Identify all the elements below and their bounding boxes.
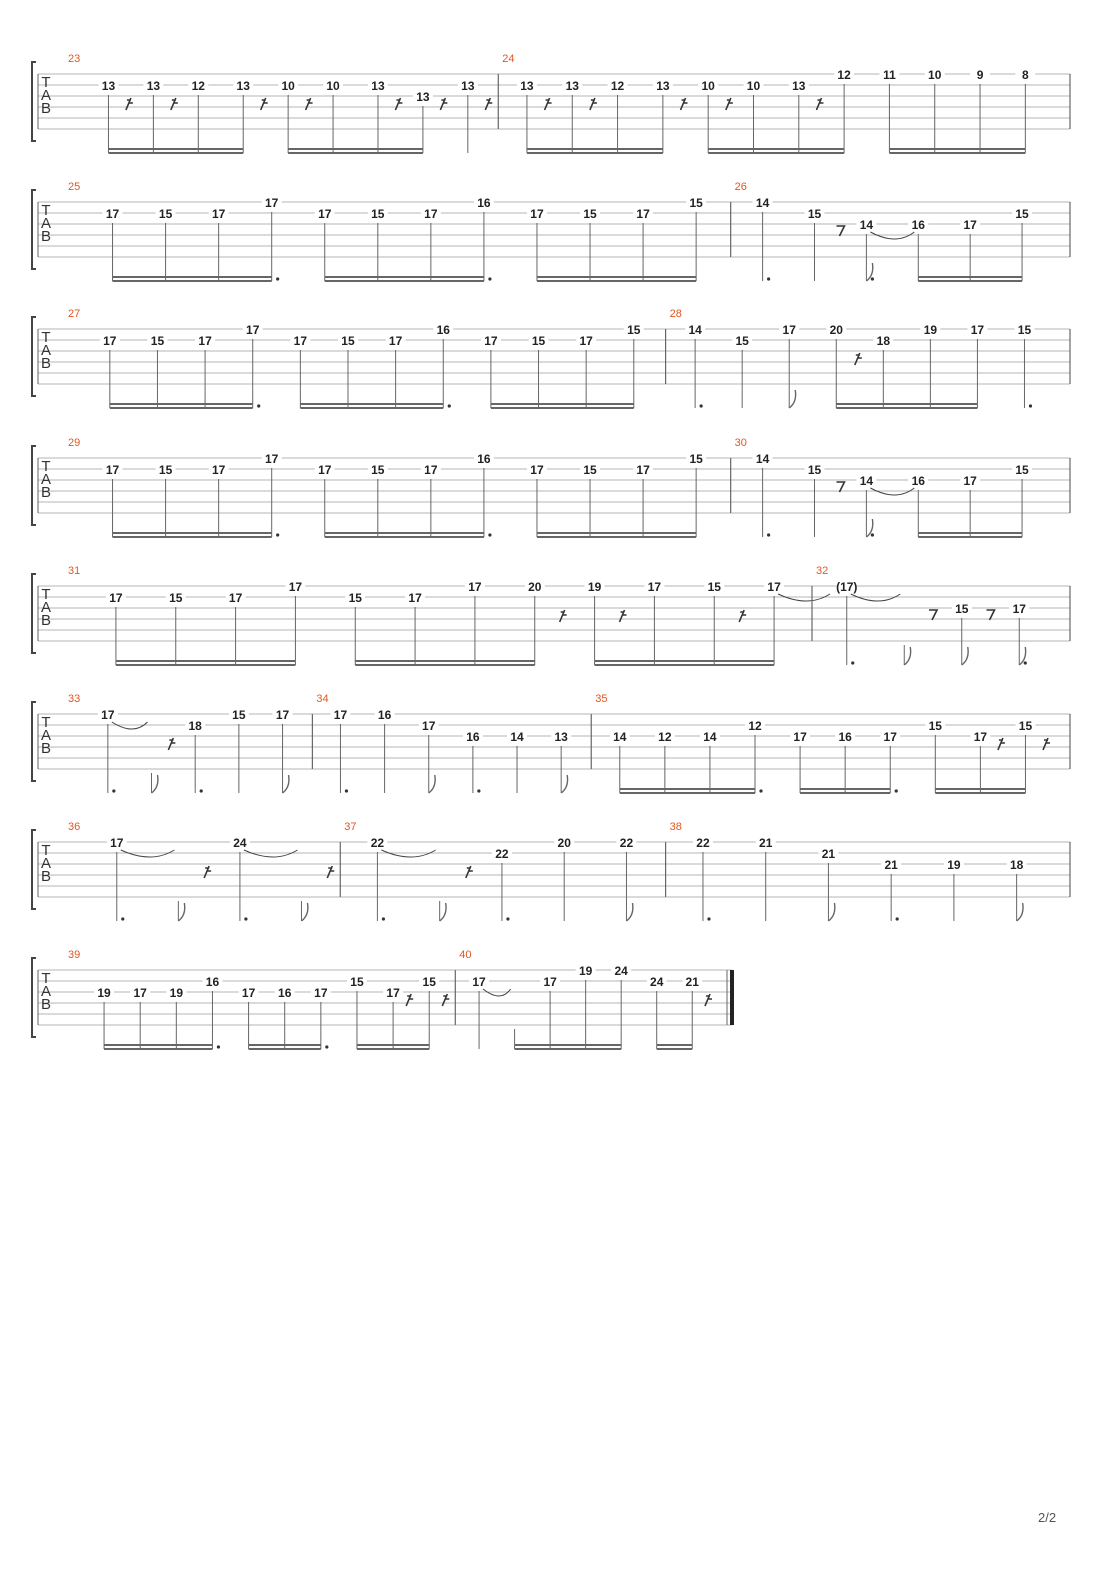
rhythm-dot [1029, 404, 1032, 407]
fret-number: 14 [703, 730, 717, 744]
tab-clef-letter: A [40, 87, 52, 104]
note-flag [283, 775, 289, 793]
fret-number: 17 [636, 207, 650, 221]
measure-number: 30 [734, 437, 747, 449]
fret-number: 17 [970, 323, 985, 337]
tab-clef-letter: A [40, 983, 52, 1000]
note-flag [789, 390, 795, 408]
fret-number: 16 [477, 196, 491, 210]
rhythm-dot [767, 277, 770, 280]
measure-number: 38 [669, 821, 682, 833]
note-flag [626, 903, 632, 921]
fret-number: 17 [484, 334, 498, 348]
rhythm-dot [448, 404, 451, 407]
fret-number: 15 [583, 207, 597, 221]
note-flag [828, 903, 834, 921]
fret-number: 12 [191, 79, 205, 93]
fret-number: 17 [211, 463, 226, 477]
fret-number: 15 [955, 602, 969, 616]
fret-number: 15 [807, 207, 822, 221]
system-bracket [32, 317, 36, 396]
measure-number: 28 [669, 308, 682, 320]
fret-number: 10 [701, 79, 715, 93]
fret-number: 17 [314, 986, 328, 1000]
system-bracket [32, 830, 36, 909]
fret-number: 17 [198, 334, 212, 348]
tab-clef-letter: A [40, 727, 52, 744]
sixteenth-rest [168, 738, 175, 750]
fret-number: 17 [963, 474, 977, 488]
fret-number: 15 [807, 463, 822, 477]
rhythm-dot [217, 1045, 220, 1048]
sixteenth-rest [126, 98, 133, 110]
fret-number: 16 [911, 474, 925, 488]
fret-number: 17 [647, 580, 662, 594]
fret-number: 16 [278, 986, 292, 1000]
fret-number: 17 [265, 452, 279, 466]
fret-number: 20 [829, 323, 843, 337]
fret-number: 15 [350, 975, 364, 989]
measure-number: 26 [734, 181, 747, 193]
system-bracket [32, 574, 36, 653]
tab-clef-letter: A [40, 855, 52, 872]
fret-number: 19 [578, 964, 593, 978]
fret-number: 24 [650, 975, 664, 989]
page-number: 2/2 [1038, 1510, 1057, 1525]
fret-number: 17 [241, 986, 256, 1000]
fret-number: 15 [1015, 207, 1029, 221]
fret-number: 13 [146, 79, 161, 93]
sixteenth-rest [620, 610, 627, 622]
fret-number: 17 [1012, 602, 1026, 616]
measure-number: 24 [502, 53, 515, 65]
fret-number: 13 [792, 79, 806, 93]
sixteenth-rest [306, 98, 313, 110]
rhythm-dot [276, 533, 279, 536]
fret-number: 20 [528, 580, 542, 594]
fret-number: 15 [348, 591, 362, 605]
sixteenth-rest [261, 98, 268, 110]
fret-number: 22 [370, 836, 385, 850]
fret-number: 17 [636, 463, 650, 477]
tab-clef-letter: B [40, 100, 52, 117]
staff-system [32, 437, 1070, 537]
fret-number: 15 [689, 196, 703, 210]
rhythm-dot [276, 277, 279, 280]
fret-number: 17 [109, 591, 123, 605]
note-flag [1017, 903, 1023, 921]
fret-number: 10 [928, 68, 942, 82]
fret-number: 15 [150, 334, 165, 348]
measure-number: 34 [316, 693, 329, 705]
rhythm-dot [382, 917, 385, 920]
fret-number: 14 [859, 474, 874, 488]
fret-number: 22 [495, 847, 509, 861]
fret-number: 17 [101, 708, 115, 722]
fret-number: 13 [656, 79, 670, 93]
fret-number: 17 [579, 334, 593, 348]
rhythm-dot [759, 789, 762, 792]
rhythm-dot [871, 277, 874, 280]
rhythm-dot [767, 533, 770, 536]
fret-number: 17 [318, 207, 332, 221]
measure-number: 40 [459, 949, 472, 961]
rhythm-dot [244, 917, 247, 920]
rhythm-dot [896, 917, 899, 920]
tab-clef-letter: A [40, 599, 52, 616]
sixteenth-rest [171, 98, 178, 110]
fret-number: 15 [158, 207, 173, 221]
rhythm-dot [488, 277, 491, 280]
measure-number: 37 [344, 821, 357, 833]
system-bracket [32, 446, 36, 525]
fret-number: 15 [1018, 719, 1033, 733]
fret-number: 10 [326, 79, 340, 93]
rhythm-dot [477, 789, 480, 792]
fret-number: 13 [101, 79, 116, 93]
sixteenth-rest [855, 353, 862, 365]
fret-number: 15 [531, 334, 546, 348]
sixteenth-rest [726, 98, 733, 110]
measure-number: 33 [68, 693, 81, 705]
sixteenth-rest [395, 98, 402, 110]
fret-number: 19 [169, 986, 184, 1000]
fret-number: 17 [543, 975, 557, 989]
tab-clef-letter: T [41, 970, 51, 987]
fret-number: 17 [530, 463, 544, 477]
measure-number: 27 [68, 308, 81, 320]
measure-number: 32 [816, 565, 829, 577]
fret-number: 21 [685, 975, 699, 989]
fret-number: 13 [554, 730, 568, 744]
sixteenth-rest [739, 610, 746, 622]
fret-number: 18 [876, 334, 891, 348]
fret-number: 21 [821, 847, 836, 861]
tab-clef-letter: T [41, 842, 51, 859]
rhythm-dot [121, 917, 124, 920]
rhythm-dot [488, 533, 491, 536]
sixteenth-rest [466, 866, 473, 878]
measure-number: 29 [68, 437, 81, 449]
rhythm-dot [871, 533, 874, 536]
staff-system [32, 181, 1070, 281]
sixteenth-rest [590, 98, 597, 110]
staff-system [32, 565, 1070, 665]
sixteenth-rest [442, 994, 449, 1006]
rhythm-dot [1024, 661, 1027, 664]
fret-number: 17 [408, 591, 422, 605]
fret-number: 21 [759, 836, 773, 850]
fret-number: 17 [318, 463, 332, 477]
fret-number: 17 [793, 730, 807, 744]
fret-number: 17 [275, 708, 290, 722]
fret-number: 14 [613, 730, 627, 744]
fret-number: 17 [767, 580, 781, 594]
note-flag [561, 775, 567, 793]
tab-clef-letter: T [41, 329, 51, 346]
fret-number: 13 [520, 79, 534, 93]
fret-number: 16 [477, 452, 491, 466]
fret-number: 10 [746, 79, 761, 93]
tab-clef-letter: B [40, 228, 52, 245]
fret-number: 17 [105, 207, 120, 221]
staff-system [32, 821, 1070, 921]
fret-number: 17 [973, 730, 988, 744]
fret-number: 17 [883, 730, 897, 744]
fret-number: 17 [103, 334, 117, 348]
fret-number: 14 [755, 196, 770, 210]
fret-number: 18 [1009, 858, 1024, 872]
fret-number: 10 [281, 79, 295, 93]
sixteenth-rest [204, 866, 211, 878]
rhythm-dot [895, 789, 898, 792]
fret-number: 15 [158, 463, 173, 477]
fret-number: 15 [583, 463, 597, 477]
fret-number: 16 [205, 975, 220, 989]
fret-number: 15 [371, 207, 385, 221]
measure-number: 25 [68, 181, 81, 193]
measure-number: 36 [68, 821, 81, 833]
tab-clef-letter: B [40, 484, 52, 501]
rhythm-dot [506, 917, 509, 920]
fret-number: 16 [436, 323, 450, 337]
fret-number: 16 [466, 730, 480, 744]
fret-number: 15 [689, 452, 703, 466]
note-flag [962, 647, 968, 665]
fret-number: 17 [265, 196, 279, 210]
fret-number: 19 [923, 323, 938, 337]
fret-number: 17 [288, 580, 303, 594]
fret-number: 17 [228, 591, 243, 605]
fret-number: 15 [707, 580, 721, 594]
fret-number: 17 [782, 323, 796, 337]
tab-clef-letter: B [40, 996, 52, 1013]
fret-number: 8 [1022, 68, 1029, 82]
fret-number: 17 [424, 207, 438, 221]
fret-number: 15 [169, 591, 183, 605]
fret-number: 16 [911, 218, 925, 232]
fret-number: 11 [883, 68, 896, 82]
tab-clef-letter: B [40, 740, 52, 757]
fret-number: 17 [133, 986, 147, 1000]
fret-number: 15 [627, 323, 641, 337]
fret-number: 9 [976, 68, 984, 82]
tab-clef-letter: T [41, 714, 51, 731]
rhythm-dot [325, 1045, 328, 1048]
fret-number: 16 [377, 708, 392, 722]
sixteenth-rest [545, 98, 552, 110]
fret-number: 19 [97, 986, 111, 1000]
tab-clef-letter: A [40, 471, 52, 488]
rhythm-dot [345, 789, 348, 792]
fret-number: 22 [696, 836, 710, 850]
rhythm-dot [707, 917, 710, 920]
fret-number: 14 [688, 323, 702, 337]
fret-number: 17 [211, 207, 226, 221]
fret-number: 18 [188, 719, 202, 733]
rhythm-dot [112, 789, 115, 792]
measure-number: 31 [68, 565, 81, 577]
fret-number: 13 [371, 79, 385, 93]
fret-number: 13 [565, 79, 579, 93]
fret-number: 17 [110, 836, 124, 850]
fret-number: 17 [246, 323, 260, 337]
fret-number: 15 [928, 719, 942, 733]
system-bracket [32, 958, 36, 1037]
fret-number: 15 [341, 334, 355, 348]
fret-number: 17 [963, 218, 977, 232]
fret-number: 17 [386, 986, 400, 1000]
fret-number: 19 [587, 580, 602, 594]
staff-system [32, 308, 1070, 408]
measure-number: 39 [68, 949, 81, 961]
fret-number: 17 [424, 463, 438, 477]
fret-number: 21 [884, 858, 898, 872]
system-bracket [32, 702, 36, 781]
fret-number: 12 [610, 79, 625, 93]
fret-number: 14 [859, 218, 874, 232]
fret-number: 15 [371, 463, 385, 477]
tab-clef-letter: T [41, 458, 51, 475]
fret-number: 13 [236, 79, 250, 93]
measure-number: 23 [68, 53, 81, 65]
system-bracket [32, 62, 36, 141]
fret-number: 15 [422, 975, 436, 989]
sixteenth-rest [1043, 738, 1050, 750]
fret-number: 24 [233, 836, 247, 850]
fret-number: 15 [735, 334, 749, 348]
note-flag [301, 903, 307, 921]
tab-clef-letter: T [41, 586, 51, 603]
sixteenth-rest [406, 994, 413, 1006]
fret-number: 14 [510, 730, 524, 744]
rhythm-dot [700, 404, 703, 407]
rhythm-dot [257, 404, 260, 407]
fret-number: 12 [748, 719, 762, 733]
sixteenth-rest [998, 738, 1005, 750]
rhythm-dot [200, 789, 203, 792]
fret-number: 12 [837, 68, 851, 82]
fret-number: 15 [1015, 463, 1029, 477]
sixteenth-rest [816, 98, 823, 110]
fret-number: 13 [416, 90, 430, 104]
note-flag [904, 647, 910, 665]
fret-number: 24 [614, 964, 628, 978]
fret-number: 13 [461, 79, 475, 93]
sixteenth-rest [705, 994, 712, 1006]
sixteenth-rest [485, 98, 492, 110]
note-flag [152, 775, 158, 793]
fret-number: 20 [557, 836, 571, 850]
system-bracket [32, 190, 36, 269]
tab-clef-letter: T [41, 202, 51, 219]
fret-number: 19 [947, 858, 961, 872]
fret-number: 14 [755, 452, 770, 466]
sixteenth-rest [681, 98, 688, 110]
sixteenth-rest [440, 98, 447, 110]
note-flag [178, 903, 184, 921]
fret-number: 17 [293, 334, 308, 348]
fret-number: 17 [468, 580, 482, 594]
tab-clef-letter: B [40, 355, 52, 372]
sixteenth-rest [327, 866, 334, 878]
staff-system [32, 949, 732, 1049]
tab-clef-letter: B [40, 612, 52, 629]
tab-clef-letter: A [40, 342, 52, 359]
fret-number: (17) [836, 580, 858, 594]
note-flag [440, 903, 446, 921]
fret-number: 17 [388, 334, 403, 348]
fret-number: 15 [232, 708, 246, 722]
tab-clef-letter: B [40, 868, 52, 885]
staff-system [32, 693, 1070, 793]
fret-number: 22 [619, 836, 634, 850]
tab-clef-letter: A [40, 215, 52, 232]
sixteenth-rest [560, 610, 567, 622]
fret-number: 17 [530, 207, 544, 221]
note-flag [429, 775, 435, 793]
fret-number: 16 [838, 730, 852, 744]
fret-number: 17 [422, 719, 436, 733]
fret-number: 12 [658, 730, 672, 744]
measure-number: 35 [595, 693, 608, 705]
fret-number: 17 [472, 975, 486, 989]
fret-number: 17 [333, 708, 348, 722]
fret-number: 15 [1017, 323, 1032, 337]
fret-number: 17 [105, 463, 120, 477]
tab-clef-letter: T [41, 74, 51, 91]
rhythm-dot [851, 661, 854, 664]
staff-system [32, 53, 1070, 153]
